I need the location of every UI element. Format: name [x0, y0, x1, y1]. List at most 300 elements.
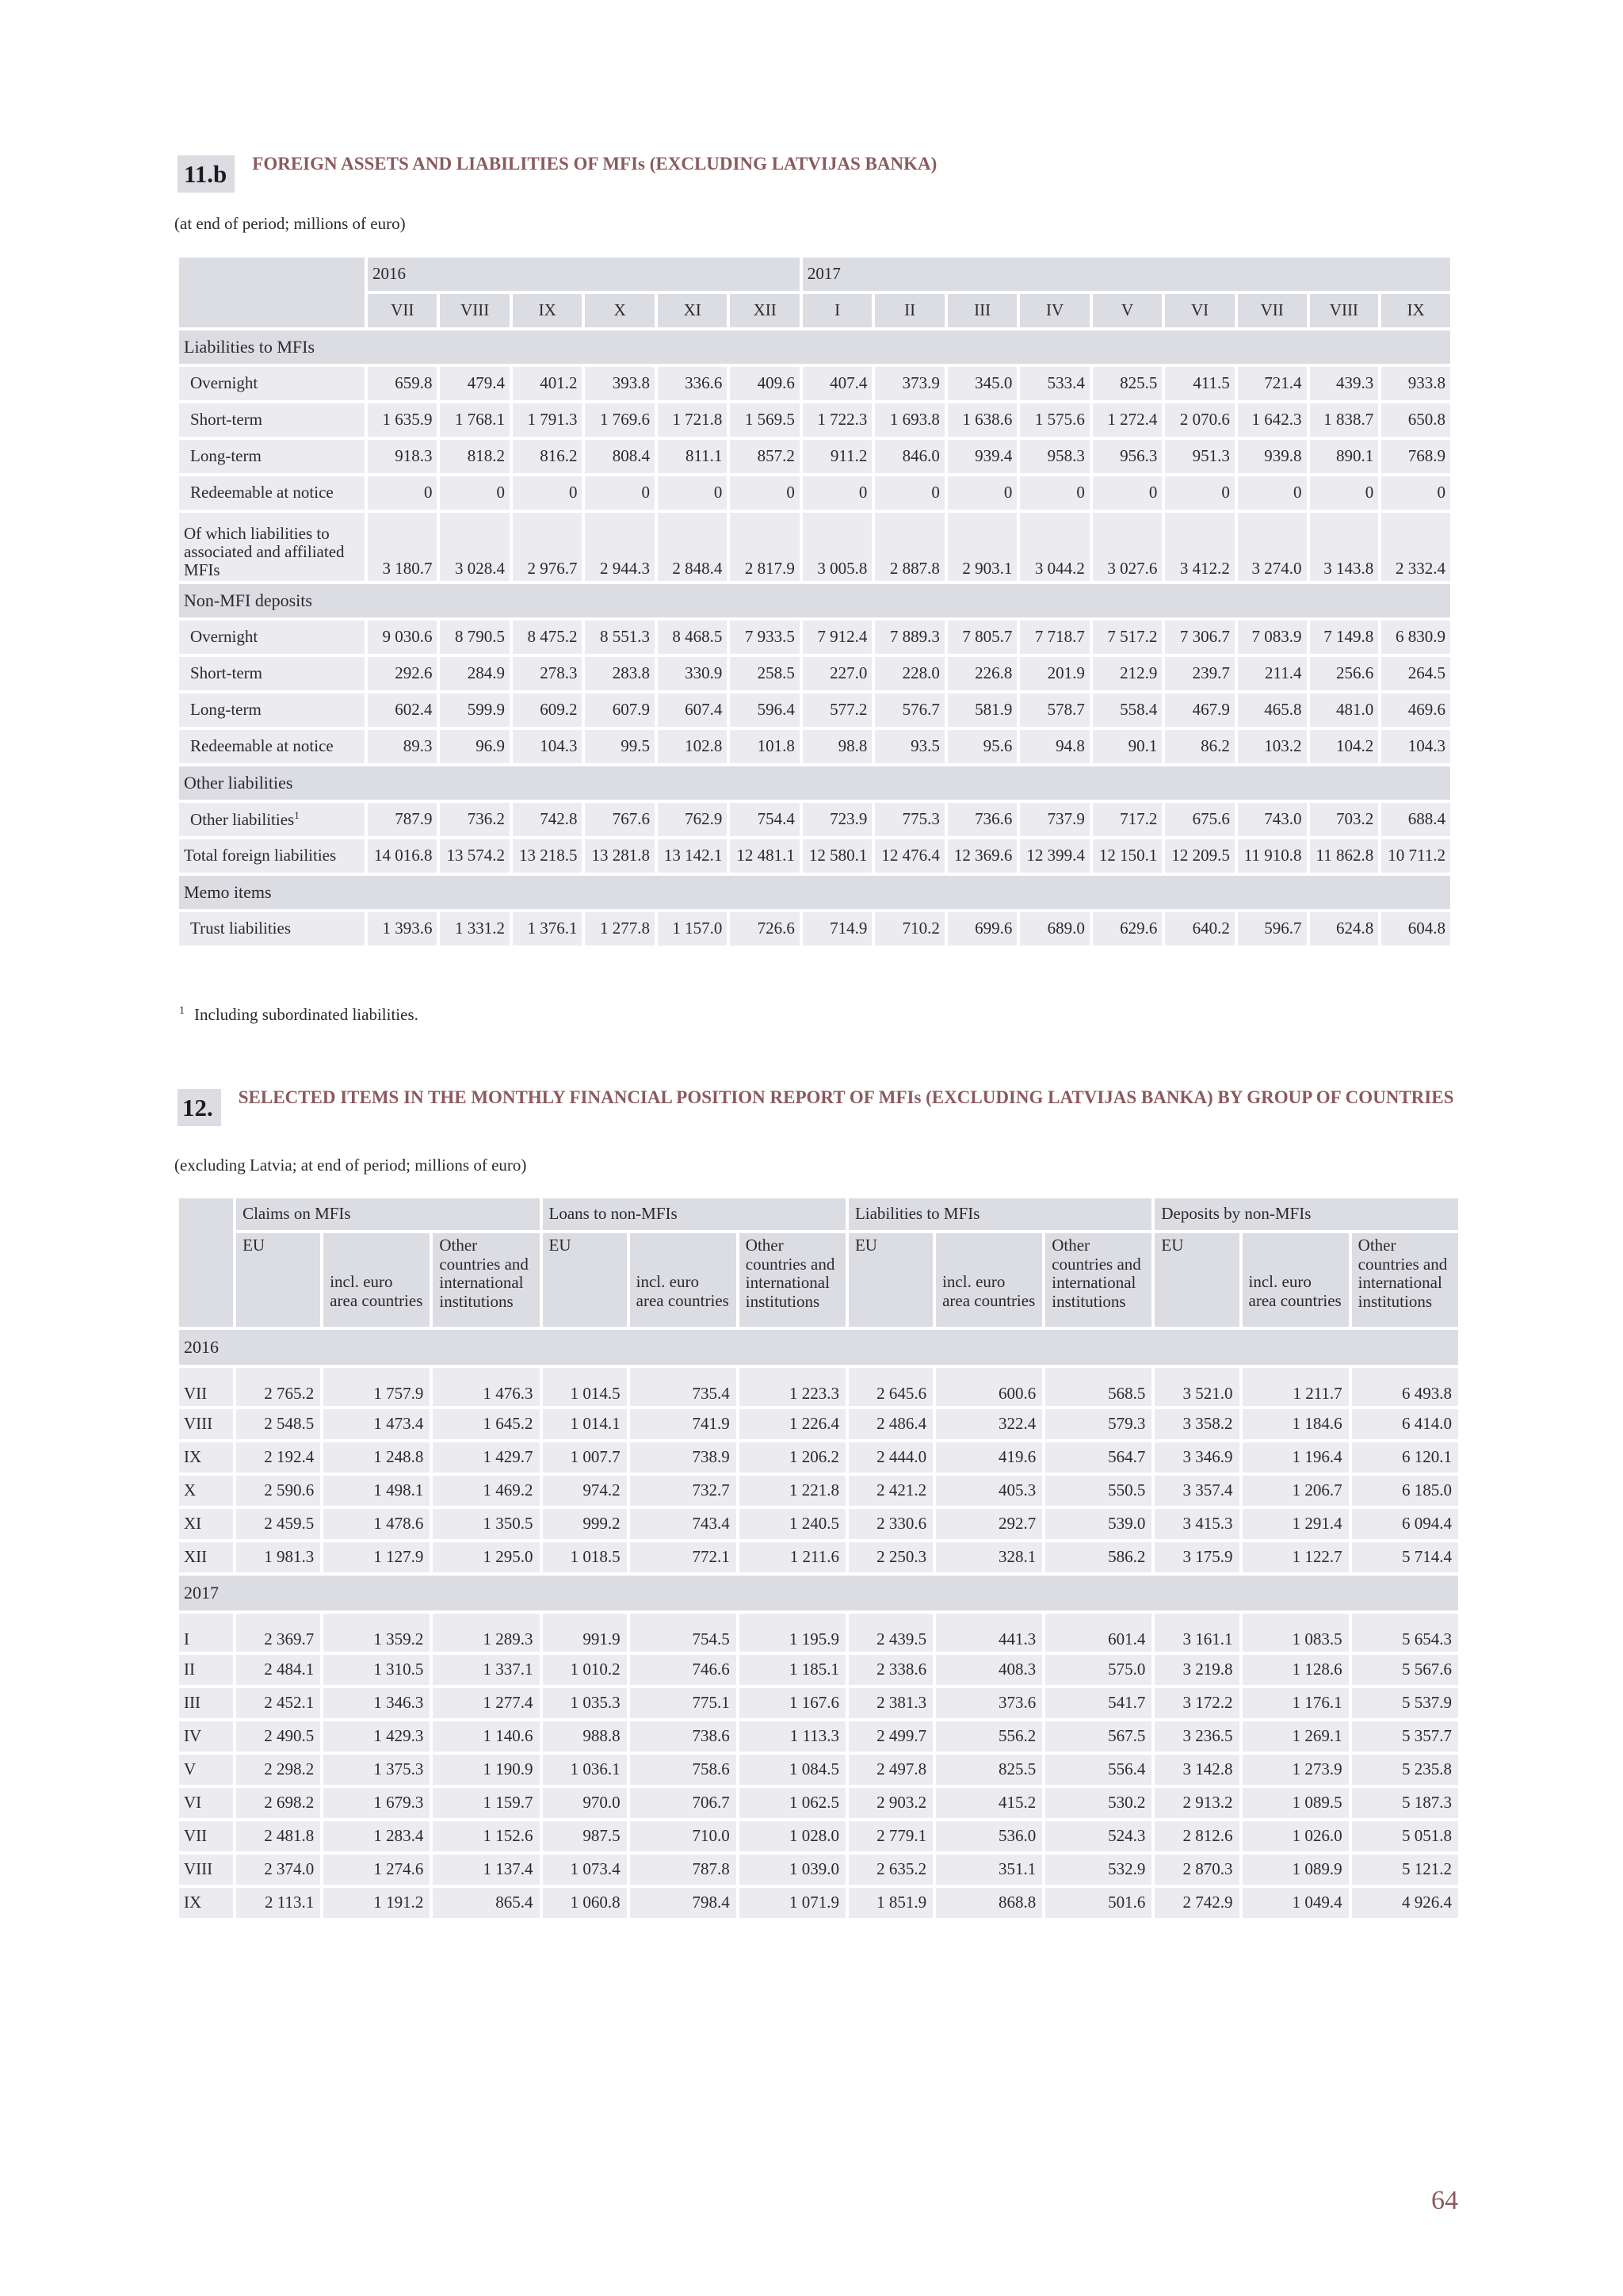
value-cell: 409.6	[730, 367, 799, 400]
value-cell: 1 190.9	[433, 1755, 539, 1785]
value-cell: 3 358.2	[1155, 1409, 1239, 1439]
value-cell: 1 039.0	[739, 1855, 846, 1885]
section-label: Memo items	[179, 876, 1450, 909]
value-cell: 7 306.7	[1165, 621, 1234, 654]
value-cell: 99.5	[585, 730, 654, 763]
month-header: IX	[1381, 294, 1450, 327]
euro-area-header: incl. euro area countries	[936, 1233, 1042, 1327]
value-cell: 1 071.9	[739, 1888, 846, 1918]
value-cell: 3 412.2	[1165, 513, 1234, 581]
header-row-months	[179, 294, 1450, 327]
value-cell: 1 184.6	[1243, 1409, 1349, 1439]
value-cell: 1 721.8	[658, 403, 727, 437]
value-cell: 825.5	[936, 1755, 1042, 1785]
value-cell: 2 870.3	[1155, 1855, 1239, 1885]
value-cell: 958.3	[1020, 440, 1089, 473]
group-header: Liabilities to MFIs	[849, 1198, 1151, 1230]
value-cell: 5 187.3	[1352, 1788, 1458, 1818]
value-cell: 211.4	[1238, 657, 1307, 690]
value-cell: 3 172.2	[1155, 1688, 1239, 1718]
value-cell: 407.4	[803, 367, 872, 400]
value-cell: 12 399.4	[1020, 839, 1089, 873]
value-cell: 1 310.5	[323, 1655, 430, 1685]
value-cell: 12 369.6	[948, 839, 1017, 873]
month-label: IV	[179, 1721, 233, 1752]
value-cell: 624.8	[1310, 912, 1379, 946]
value-cell: 2 698.2	[236, 1788, 320, 1818]
row-label: Trust liabilities	[179, 912, 365, 946]
value-cell: 743.4	[630, 1509, 736, 1539]
month-header: I	[803, 294, 872, 327]
value-cell: 2 192.4	[236, 1442, 320, 1473]
value-cell: 3 274.0	[1238, 513, 1307, 581]
value-cell: 201.9	[1020, 657, 1089, 690]
page-number: 64	[1431, 2186, 1458, 2215]
value-cell: 4 926.4	[1352, 1888, 1458, 1918]
row-label: Redeemable at notice	[179, 476, 365, 510]
value-cell: 6 414.0	[1352, 1409, 1458, 1439]
table-row	[179, 1409, 1458, 1439]
value-cell: 7 912.4	[803, 621, 872, 654]
value-cell: 1 273.9	[1243, 1755, 1349, 1785]
month-label: IX	[179, 1888, 233, 1918]
value-cell: 465.8	[1238, 693, 1307, 727]
value-cell: 742.8	[513, 803, 582, 836]
value-cell: 1 176.1	[1243, 1688, 1349, 1718]
value-cell: 0	[513, 476, 582, 510]
value-cell: 94.8	[1020, 730, 1089, 763]
value-cell: 762.9	[658, 803, 727, 836]
month-header: III	[948, 294, 1017, 327]
value-cell: 758.6	[630, 1755, 736, 1785]
value-cell: 13 142.1	[658, 839, 727, 873]
value-cell: 96.9	[440, 730, 509, 763]
value-cell: 2 779.1	[849, 1821, 933, 1851]
table-row	[179, 513, 1450, 581]
value-cell: 556.2	[936, 1721, 1042, 1752]
month-label: I	[179, 1614, 233, 1652]
value-cell: 2 459.5	[236, 1509, 320, 1539]
value-cell: 956.3	[1093, 440, 1162, 473]
value-cell: 991.9	[543, 1614, 627, 1652]
value-cell: 717.2	[1093, 803, 1162, 836]
value-cell: 811.1	[658, 440, 727, 473]
value-cell: 1 638.6	[948, 403, 1017, 437]
value-cell: 1 295.0	[433, 1542, 539, 1572]
value-cell: 283.8	[585, 657, 654, 690]
value-cell: 1 167.6	[739, 1688, 846, 1718]
value-cell: 735.4	[630, 1368, 736, 1406]
value-cell: 1 722.3	[803, 403, 872, 437]
value-cell: 939.4	[948, 440, 1017, 473]
value-cell: 1 575.6	[1020, 403, 1089, 437]
value-cell: 1 060.8	[543, 1888, 627, 1918]
value-cell: 3 175.9	[1155, 1542, 1239, 1572]
value-cell: 1 018.5	[543, 1542, 627, 1572]
month-header: II	[875, 294, 944, 327]
month-label: IX	[179, 1442, 233, 1473]
table-row	[179, 1855, 1458, 1885]
table-row	[179, 621, 1450, 654]
value-cell: 6 493.8	[1352, 1368, 1458, 1406]
value-cell: 2 817.9	[730, 513, 799, 581]
month-header: IV	[1020, 294, 1089, 327]
value-cell: 292.7	[936, 1509, 1042, 1539]
table-country-groups	[176, 1195, 1461, 1921]
value-cell: 3 027.6	[1093, 513, 1162, 581]
value-cell: 3 219.8	[1155, 1655, 1239, 1685]
value-cell: 736.2	[440, 803, 509, 836]
value-cell: 12 209.5	[1165, 839, 1234, 873]
value-cell: 736.6	[948, 803, 1017, 836]
value-cell: 532.9	[1045, 1855, 1151, 1885]
value-cell: 689.0	[1020, 912, 1089, 946]
value-cell: 1 084.5	[739, 1755, 846, 1785]
value-cell: 1 191.2	[323, 1888, 430, 1918]
value-cell: 564.7	[1045, 1442, 1151, 1473]
value-cell: 1 393.6	[368, 912, 437, 946]
value-cell: 226.8	[948, 657, 1017, 690]
value-cell: 3 236.5	[1155, 1721, 1239, 1752]
value-cell: 1 223.3	[739, 1368, 846, 1406]
value-cell: 0	[1093, 476, 1162, 510]
value-cell: 629.6	[1093, 912, 1162, 946]
value-cell: 741.9	[630, 1409, 736, 1439]
value-cell: 2 421.2	[849, 1476, 933, 1506]
value-cell: 481.0	[1310, 693, 1379, 727]
value-cell: 1 283.4	[323, 1821, 430, 1851]
value-cell: 12 476.4	[875, 839, 944, 873]
value-cell: 890.1	[1310, 440, 1379, 473]
value-cell: 1 010.2	[543, 1655, 627, 1685]
euro-area-header: incl. euro area countries	[1243, 1233, 1349, 1327]
value-cell: 3 357.4	[1155, 1476, 1239, 1506]
eu-header: EU	[849, 1233, 933, 1327]
value-cell: 278.3	[513, 657, 582, 690]
value-cell: 726.6	[730, 912, 799, 946]
header-corner	[179, 258, 365, 327]
value-cell: 710.2	[875, 912, 944, 946]
value-cell: 284.9	[440, 657, 509, 690]
table-row	[179, 730, 1450, 763]
value-cell: 1 211.6	[739, 1542, 846, 1572]
value-cell: 609.2	[513, 693, 582, 727]
value-cell: 738.9	[630, 1442, 736, 1473]
value-cell: 918.3	[368, 440, 437, 473]
table-row	[179, 1888, 1458, 1918]
value-cell: 2 484.1	[236, 1655, 320, 1685]
value-cell: 7 149.8	[1310, 621, 1379, 654]
value-cell: 1 757.9	[323, 1368, 430, 1406]
value-cell: 2 330.6	[849, 1509, 933, 1539]
group-header: Loans to non-MFIs	[543, 1198, 846, 1230]
value-cell: 405.3	[936, 1476, 1042, 1506]
value-cell: 2 499.7	[849, 1721, 933, 1752]
value-cell: 2 381.3	[849, 1688, 933, 1718]
value-cell: 1 272.4	[1093, 403, 1162, 437]
value-cell: 12 580.1	[803, 839, 872, 873]
value-cell: 675.6	[1165, 803, 1234, 836]
value-cell: 768.9	[1381, 440, 1450, 473]
value-cell: 539.0	[1045, 1509, 1151, 1539]
value-cell: 1 981.3	[236, 1542, 320, 1572]
value-cell: 8 551.3	[585, 621, 654, 654]
month-header: X	[585, 294, 654, 327]
value-cell: 3 142.8	[1155, 1755, 1239, 1785]
value-cell: 0	[875, 476, 944, 510]
value-cell: 7 889.3	[875, 621, 944, 654]
value-cell: 1 226.4	[739, 1409, 846, 1439]
table-row	[179, 657, 1450, 690]
section-row	[179, 766, 1450, 800]
value-cell: 0	[803, 476, 872, 510]
value-cell: 2 645.6	[849, 1368, 933, 1406]
value-cell: 607.9	[585, 693, 654, 727]
month-label: VII	[179, 1821, 233, 1851]
value-cell: 330.9	[658, 657, 727, 690]
value-cell: 1 289.3	[433, 1614, 539, 1652]
month-header: IX	[513, 294, 582, 327]
table-row	[179, 403, 1450, 437]
month-label: VIII	[179, 1855, 233, 1885]
value-cell: 1 478.6	[323, 1509, 430, 1539]
value-cell: 0	[730, 476, 799, 510]
value-cell: 0	[948, 476, 1017, 510]
value-cell: 1 642.3	[1238, 403, 1307, 437]
value-cell: 1 473.4	[323, 1409, 430, 1439]
value-cell: 5 567.6	[1352, 1655, 1458, 1685]
value-cell: 1 838.7	[1310, 403, 1379, 437]
value-cell: 8 468.5	[658, 621, 727, 654]
value-cell: 974.2	[543, 1476, 627, 1506]
value-cell: 2 497.8	[849, 1755, 933, 1785]
value-cell: 1 062.5	[739, 1788, 846, 1818]
value-cell: 1 007.7	[543, 1442, 627, 1473]
value-cell: 373.6	[936, 1688, 1042, 1718]
value-cell: 1 137.4	[433, 1855, 539, 1885]
value-cell: 2 374.0	[236, 1855, 320, 1885]
table-row	[179, 1721, 1458, 1752]
table-row	[179, 1688, 1458, 1718]
value-cell: 2 976.7	[513, 513, 582, 581]
value-cell: 721.4	[1238, 367, 1307, 400]
section-11b-header	[178, 155, 937, 193]
section-title: SELECTED ITEMS IN THE MONTHLY FINANCIAL POSITION REPORT OF MFIs (EXCLUDING LATVIJAS BANKA) BY GROUP OF COUNTRIES	[238, 1087, 1454, 1107]
value-cell: 650.8	[1381, 403, 1450, 437]
value-cell: 3 044.2	[1020, 513, 1089, 581]
value-cell: 6 185.0	[1352, 1476, 1458, 1506]
value-cell: 3 521.0	[1155, 1368, 1239, 1406]
section-badge: 12.	[178, 1089, 221, 1126]
value-cell: 1 036.1	[543, 1755, 627, 1785]
value-cell: 1 469.2	[433, 1476, 539, 1506]
euro-area-header: incl. euro area countries	[323, 1233, 430, 1327]
value-cell: 1 152.6	[433, 1821, 539, 1851]
table-row	[179, 440, 1450, 473]
value-cell: 212.9	[1093, 657, 1162, 690]
value-cell: 1 140.6	[433, 1721, 539, 1752]
value-cell: 723.9	[803, 803, 872, 836]
value-cell: 825.5	[1093, 367, 1162, 400]
group-header: Claims on MFIs	[236, 1198, 539, 1230]
value-cell: 98.8	[803, 730, 872, 763]
value-cell: 479.4	[440, 367, 509, 400]
value-cell: 541.7	[1045, 1688, 1151, 1718]
value-cell: 228.0	[875, 657, 944, 690]
value-cell: 988.8	[543, 1721, 627, 1752]
value-cell: 787.9	[368, 803, 437, 836]
value-cell: 808.4	[585, 440, 654, 473]
value-cell: 89.3	[368, 730, 437, 763]
value-cell: 706.7	[630, 1788, 736, 1818]
value-cell: 775.3	[875, 803, 944, 836]
value-cell: 568.5	[1045, 1368, 1151, 1406]
value-cell: 104.3	[513, 730, 582, 763]
value-cell: 596.7	[1238, 912, 1307, 946]
value-cell: 3 346.9	[1155, 1442, 1239, 1473]
value-cell: 1 331.2	[440, 912, 509, 946]
value-cell: 1 206.2	[739, 1442, 846, 1473]
value-cell: 2 250.3	[849, 1542, 933, 1572]
value-cell: 586.2	[1045, 1542, 1151, 1572]
value-cell: 579.3	[1045, 1409, 1151, 1439]
value-cell: 1 083.5	[1243, 1614, 1349, 1652]
value-cell: 1 645.2	[433, 1409, 539, 1439]
table-row	[179, 1509, 1458, 1539]
value-cell: 558.4	[1093, 693, 1162, 727]
value-cell: 2 481.8	[236, 1821, 320, 1851]
value-cell: 7 933.5	[730, 621, 799, 654]
value-cell: 1 128.6	[1243, 1655, 1349, 1685]
value-cell: 1 768.1	[440, 403, 509, 437]
table-row	[179, 1442, 1458, 1473]
value-cell: 3 005.8	[803, 513, 872, 581]
table-row	[179, 476, 1450, 510]
value-cell: 93.5	[875, 730, 944, 763]
value-cell: 12 481.1	[730, 839, 799, 873]
value-cell: 0	[1020, 476, 1089, 510]
value-cell: 1 346.3	[323, 1688, 430, 1718]
value-cell: 1 277.4	[433, 1688, 539, 1718]
value-cell: 0	[1165, 476, 1234, 510]
value-cell: 1 185.1	[739, 1655, 846, 1685]
value-cell: 2 765.2	[236, 1368, 320, 1406]
value-cell: 501.6	[1045, 1888, 1151, 1918]
value-cell: 7 805.7	[948, 621, 1017, 654]
month-header: VII	[368, 294, 437, 327]
value-cell: 599.9	[440, 693, 509, 727]
value-cell: 103.2	[1238, 730, 1307, 763]
row-label: Total foreign liabilities	[179, 839, 365, 873]
value-cell: 3 161.1	[1155, 1614, 1239, 1652]
value-cell: 1 206.7	[1243, 1476, 1349, 1506]
value-cell: 5 357.7	[1352, 1721, 1458, 1752]
value-cell: 90.1	[1093, 730, 1162, 763]
value-cell: 987.5	[543, 1821, 627, 1851]
value-cell: 1 679.3	[323, 1788, 430, 1818]
value-cell: 556.4	[1045, 1755, 1151, 1785]
year-label: 2017	[179, 1576, 1458, 1610]
value-cell: 951.3	[1165, 440, 1234, 473]
month-label: VIII	[179, 1409, 233, 1439]
value-cell: 1 269.1	[1243, 1721, 1349, 1752]
group-header: Deposits by non-MFIs	[1155, 1198, 1458, 1230]
value-cell: 1 693.8	[875, 403, 944, 437]
value-cell: 999.2	[543, 1509, 627, 1539]
value-cell: 1 274.6	[323, 1855, 430, 1885]
value-cell: 550.5	[1045, 1476, 1151, 1506]
table-foreign-assets-liabilities	[176, 254, 1453, 949]
value-cell: 336.6	[658, 367, 727, 400]
month-header: VIII	[440, 294, 509, 327]
value-cell: 0	[658, 476, 727, 510]
value-cell: 1 337.1	[433, 1655, 539, 1685]
value-cell: 1 195.9	[739, 1614, 846, 1652]
value-cell: 1 157.0	[658, 912, 727, 946]
value-cell: 2 332.4	[1381, 513, 1450, 581]
other-countries-header: Other countries and international institutions	[433, 1233, 539, 1327]
value-cell: 7 517.2	[1093, 621, 1162, 654]
value-cell: 1 851.9	[849, 1888, 933, 1918]
value-cell: 596.4	[730, 693, 799, 727]
row-label: Overnight	[179, 367, 365, 400]
value-cell: 0	[440, 476, 509, 510]
value-cell: 754.4	[730, 803, 799, 836]
value-cell: 1 122.7	[1243, 1542, 1349, 1572]
value-cell: 322.4	[936, 1409, 1042, 1439]
value-cell: 746.6	[630, 1655, 736, 1685]
value-cell: 7 718.7	[1020, 621, 1089, 654]
value-cell: 767.6	[585, 803, 654, 836]
value-cell: 738.6	[630, 1721, 736, 1752]
value-cell: 737.9	[1020, 803, 1089, 836]
row-label: Short-term	[179, 403, 365, 437]
month-label: VII	[179, 1368, 233, 1406]
value-cell: 467.9	[1165, 693, 1234, 727]
month-label: III	[179, 1688, 233, 1718]
year-row	[179, 1576, 1458, 1610]
value-cell: 5 051.8	[1352, 1821, 1458, 1851]
value-cell: 536.0	[936, 1821, 1042, 1851]
value-cell: 640.2	[1165, 912, 1234, 946]
table-row	[179, 1755, 1458, 1785]
value-cell: 8 790.5	[440, 621, 509, 654]
month-header: VI	[1165, 294, 1234, 327]
table-row	[179, 693, 1450, 727]
value-cell: 2 812.6	[1155, 1821, 1239, 1851]
value-cell: 530.2	[1045, 1788, 1151, 1818]
value-cell: 3 028.4	[440, 513, 509, 581]
value-cell: 1 159.7	[433, 1788, 539, 1818]
value-cell: 865.4	[433, 1888, 539, 1918]
table-row	[179, 1614, 1458, 1652]
section-row	[179, 876, 1450, 909]
value-cell: 2 903.1	[948, 513, 1017, 581]
value-cell: 1 026.0	[1243, 1821, 1349, 1851]
value-cell: 607.4	[658, 693, 727, 727]
value-cell: 1 089.9	[1243, 1855, 1349, 1885]
table-row	[179, 912, 1450, 946]
value-cell: 2 590.6	[236, 1476, 320, 1506]
value-cell: 2 452.1	[236, 1688, 320, 1718]
value-cell: 264.5	[1381, 657, 1450, 690]
value-cell: 1 028.0	[739, 1821, 846, 1851]
section-12-header	[178, 1089, 1453, 1126]
value-cell: 1 769.6	[585, 403, 654, 437]
value-cell: 1 277.8	[585, 912, 654, 946]
section-row	[179, 330, 1450, 364]
value-cell: 775.1	[630, 1688, 736, 1718]
